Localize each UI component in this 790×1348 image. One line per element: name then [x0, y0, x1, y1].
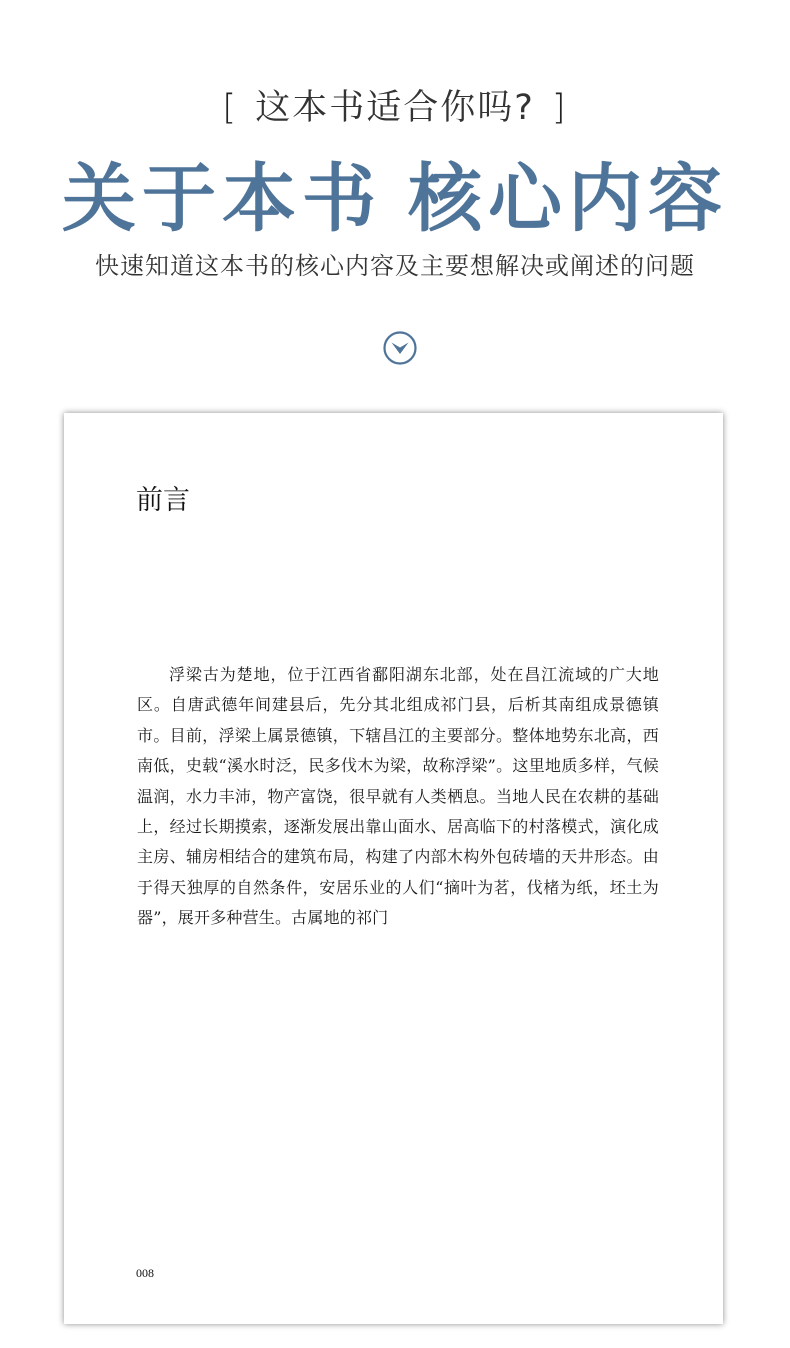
tagline-text: 这本书适合你吗? — [255, 88, 535, 128]
main-title-part2: 核心内容 — [408, 156, 728, 242]
page-heading: 前言 — [136, 485, 190, 516]
chevron-down-circle-icon — [382, 330, 418, 366]
page-paragraph: 浮梁古为楚地，位于江西省鄱阳湖东北部，处在昌江流域的广大地区。自唐武德年间建县后，先分其北组成祁门县，后析其南组成景德镇市。目前，浮梁上属景德镇，下辖昌江的主要部分。整体地势东北高，西南低，史载“溪水时泛，民多伐木为梁，故称浮梁”。这里地质多样，气候温润，水力丰沛，物产富饶，很早就有人类栖息。当地人民在农耕的基础上，经过长期摸索，逐渐发展出靠山面水、居高临下的村落模式，演化成主房、辅房相结合的建筑布局，构建了内部木构外包砖墙的天井形态。由于得天独厚的自然条件，安居乐业的人们“摘叶为茗，伐楮为纸，坯土为器”，展开多种营生。古属地的祁门 — [137, 665, 659, 928]
main-title — [0, 140, 790, 246]
page-number: 008 — [136, 1266, 154, 1280]
main-title-part1: 关于本书 — [62, 156, 382, 242]
bracket-close: ] — [551, 88, 568, 128]
tagline — [0, 80, 790, 130]
bracket-open: [ — [222, 88, 239, 128]
subtitle: 快速知道这本书的核心内容及主要想解决或阐述的问题 — [95, 252, 695, 280]
header-section — [0, 0, 790, 400]
